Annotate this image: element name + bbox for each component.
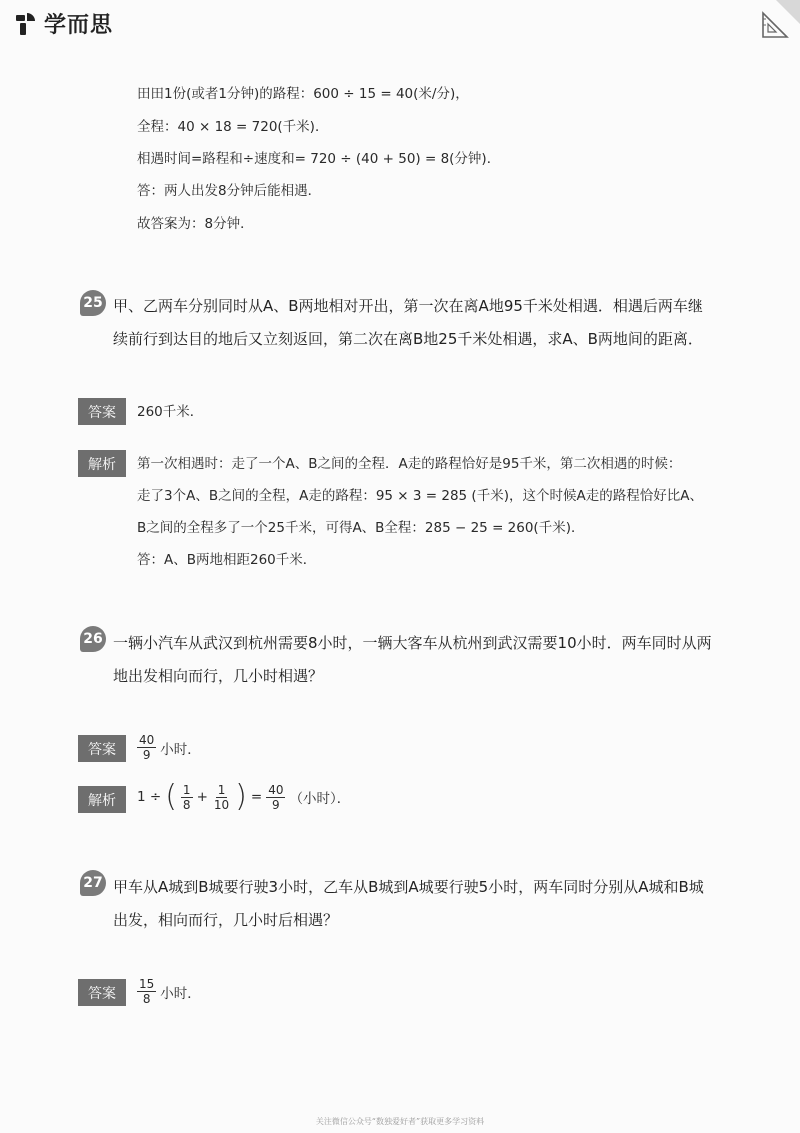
fraction-numerator: 1 [182, 782, 191, 797]
fraction-one-eighth [181, 783, 193, 812]
answer-tag: 答案 [78, 398, 126, 425]
question-number-badge: 25 [80, 290, 106, 316]
fraction-numerator: 1 [217, 782, 226, 797]
logo-text: 学而思 [44, 13, 114, 38]
fraction-denominator: 8 [182, 797, 191, 812]
answer-fraction [137, 977, 156, 1006]
ruler-triangle-icon [760, 10, 790, 40]
analysis-tag: 解析 [78, 786, 126, 813]
logo-mark-icon [16, 13, 38, 35]
answer-suffix: 小时． [160, 985, 201, 1002]
result-fraction [266, 783, 285, 812]
answer-text: 260千米． [137, 404, 204, 420]
analysis-math [137, 779, 351, 814]
plus-sign: + [196, 789, 208, 805]
solution-line: 全程：40 × 18 = 720(千米)． [137, 119, 329, 135]
fraction-denominator: 9 [142, 748, 151, 762]
question-text-line: 续前行到达目的地后又立刻返回，第二次在离B地25千米处相遇，求A、B两地间的距离． [113, 330, 703, 348]
solution-line: 答：两人出发8分钟后能相遇． [137, 183, 322, 199]
analysis-line: B之间的全程多了一个25千米，可得A、B全程：285 − 25 = 260(千米)． [137, 520, 585, 536]
answer-fraction [137, 733, 156, 762]
analysis-line: 答：A、B两地相距260千米． [137, 552, 317, 568]
left-paren-icon: ( [165, 779, 177, 814]
fraction-denominator: 9 [272, 797, 280, 812]
question-text-line: 甲车从A城到B城要行驶3小时，乙车从B城到A城要行驶5小时，两车同时分别从A城和B城 [113, 878, 704, 896]
footer-watermark: 关注微信公众号“数独爱好者”获取更多学习资料 [315, 1117, 485, 1126]
question-text-line: 甲、乙两车分别同时从A、B两地相对开出，第一次在离A地95千米处相遇．相遇后两车继 [113, 297, 703, 315]
analysis-suffix: （小时）． [289, 791, 351, 807]
fraction-numerator: 15 [139, 977, 155, 991]
solution-line: 田田1份(或者1分钟)的路程：600 ÷ 15 = 40(米/分)， [137, 86, 469, 102]
answer-math [137, 977, 201, 1006]
analysis-tag: 解析 [78, 450, 126, 477]
math-lead: 1 ÷ [137, 789, 162, 805]
analysis-line: 走了3个A、B之间的全程，A走的路程：95 × 3 = 285 (千米)，这个时候A走的路程恰好比A、 [137, 488, 703, 504]
question-text-line: 一辆小汽车从武汉到杭州需要8小时，一辆大客车从杭州到武汉需要10小时．两车同时从两 [113, 634, 712, 652]
answer-tag: 答案 [78, 735, 126, 762]
question-text-line: 地出发相向而行，几小时相遇？ [113, 667, 324, 685]
analysis-line: 第一次相遇时：走了一个A、B之间的全程．A走的路程恰好是95千米，第二次相遇的时候： [137, 456, 682, 472]
answer-tag: 答案 [78, 979, 126, 1006]
question-number-badge: 27 [80, 870, 106, 896]
right-paren-icon: ) [235, 779, 247, 814]
question-text-line: 出发，相向而行，几小时后相遇？ [113, 911, 339, 929]
fraction-denominator: 8 [142, 992, 151, 1006]
answer-suffix: 小时． [160, 741, 201, 758]
fraction-numerator: 40 [139, 733, 155, 747]
fraction-denominator: 10 [213, 797, 230, 812]
solution-line: 故答案为：8分钟． [137, 216, 254, 232]
brand-logo [16, 8, 113, 39]
fraction-one-tenth [212, 783, 231, 812]
answer-math [137, 733, 201, 762]
equals-sign: = [250, 789, 263, 805]
question-number-badge: 26 [80, 626, 106, 652]
solution-line: 相遇时间=路程和÷速度和= 720 ÷ (40 + 50) = 8(分钟)． [137, 151, 501, 167]
fraction-numerator: 40 [268, 782, 284, 797]
